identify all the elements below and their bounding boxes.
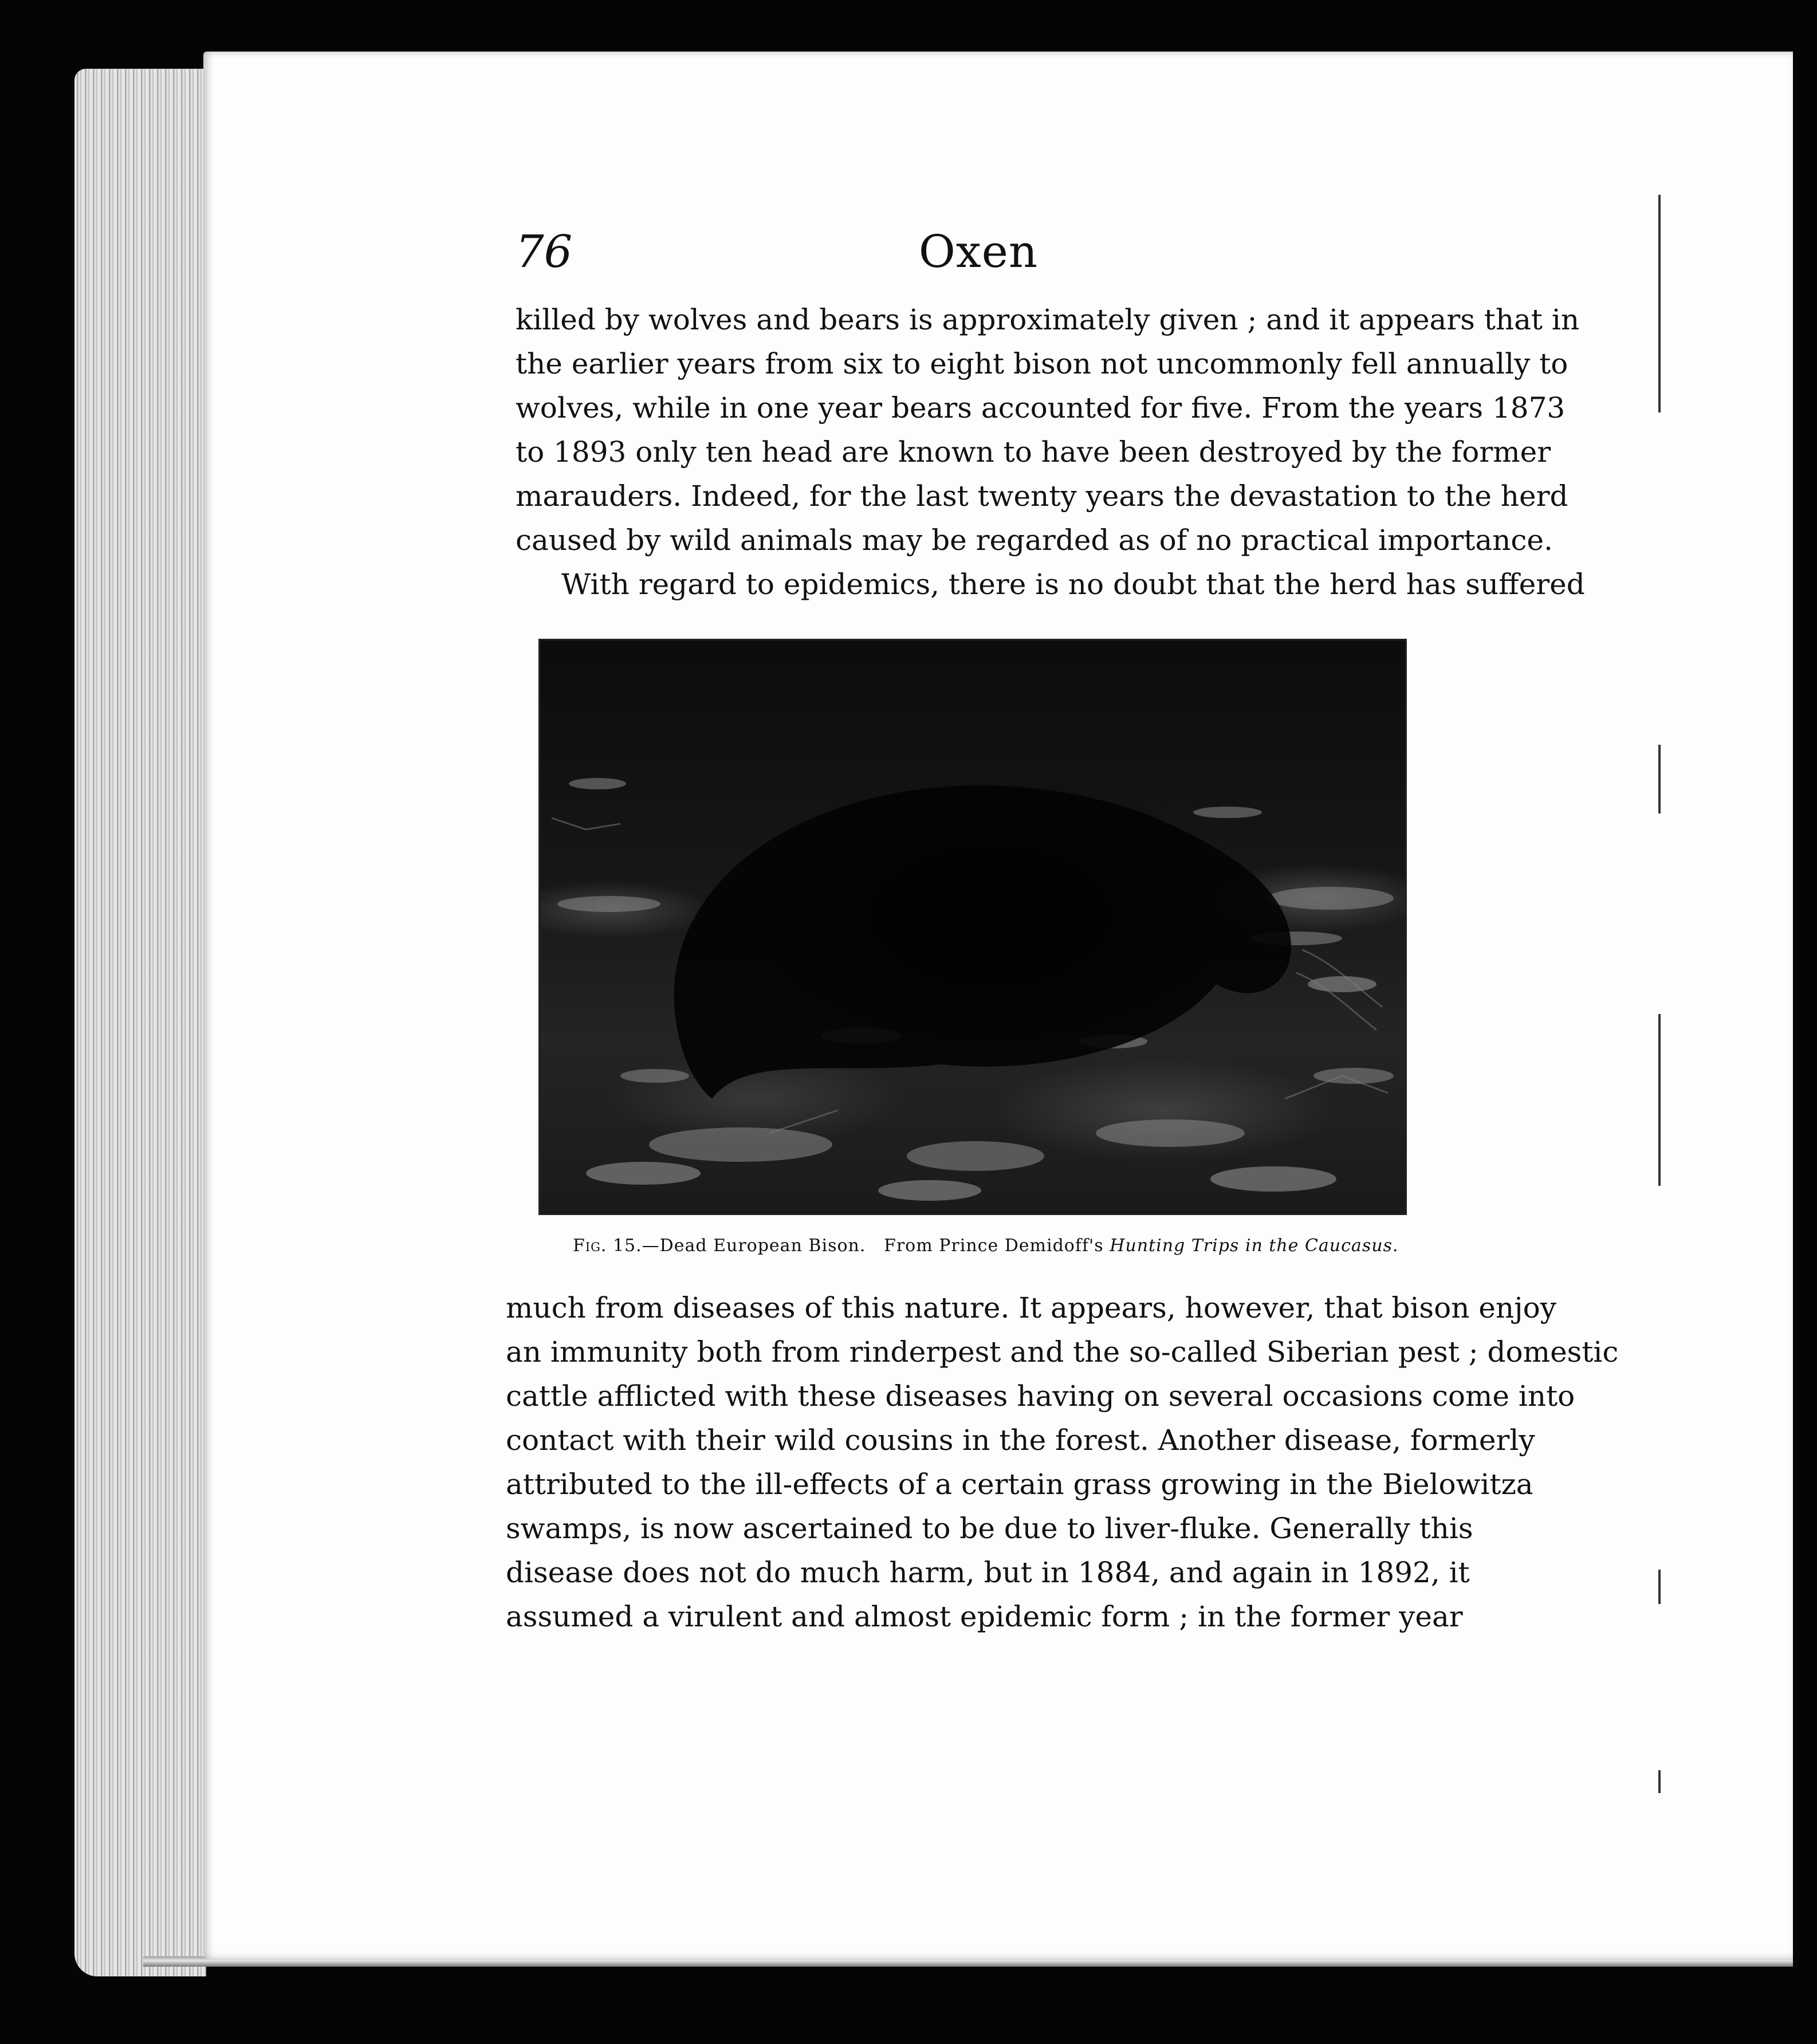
photo-texture bbox=[540, 640, 1405, 1213]
page-title: Oxen bbox=[918, 226, 1039, 278]
caption-text: —Dead European Bison. bbox=[642, 1236, 866, 1256]
running-head bbox=[516, 221, 1441, 284]
text-line: the earlier years from six to eight bison not uncommonly fell annually to bbox=[516, 347, 1568, 380]
caption-source: From Prince Demidoff's bbox=[884, 1236, 1104, 1256]
lower-paragraph-block bbox=[506, 1286, 1619, 1639]
page-number: 76 bbox=[516, 226, 573, 278]
scan-artifact-mark bbox=[1658, 195, 1661, 412]
dead-bison-photograph bbox=[538, 639, 1407, 1215]
text-line: swamps, is now ascertained to be due to liver-fluke. Generally this bbox=[506, 1512, 1473, 1545]
text-line: killed by wolves and bears is approximately given ; and it appears that in bbox=[516, 303, 1580, 336]
scan-artifact-mark bbox=[1658, 1570, 1661, 1604]
scan-artifact-mark bbox=[1658, 1014, 1661, 1186]
caption-book-title: Hunting Trips in the Caucasus. bbox=[1110, 1236, 1399, 1256]
scan-artifact-mark bbox=[1658, 1770, 1661, 1793]
text-line: attributed to the ill-effects of a certain grass growing in the Bielowitza bbox=[506, 1468, 1533, 1501]
text-line: caused by wild animals may be regarded as of no practical importance. bbox=[516, 524, 1553, 557]
text-line: disease does not do much harm, but in 1884, and again in 1892, it bbox=[506, 1556, 1470, 1589]
figure-caption bbox=[573, 1232, 1399, 1260]
caption-label: Fig. 15. bbox=[573, 1236, 642, 1256]
text-line: marauders. Indeed, for the last twenty years the devastation to the herd bbox=[516, 479, 1568, 513]
book-page-edges bbox=[74, 69, 206, 1976]
text-line: wolves, while in one year bears accounted for five. From the years 1873 bbox=[516, 391, 1566, 424]
text-line: cattle afflicted with these diseases having on several occasions come into bbox=[506, 1379, 1575, 1413]
text-line: much from diseases of this nature. It appears, however, that bison enjoy bbox=[506, 1291, 1556, 1324]
text-line: an immunity both from rinderpest and the so-called Siberian pest ; domestic bbox=[506, 1335, 1619, 1369]
upper-paragraph-block bbox=[516, 298, 1585, 607]
text-line: to 1893 only ten head are known to have been destroyed by the former bbox=[516, 435, 1551, 469]
text-line: assumed a virulent and almost epidemic form ; in the former year bbox=[506, 1600, 1463, 1633]
text-line: With regard to epidemics, there is no doubt that the herd has suffered bbox=[561, 568, 1585, 601]
text-line: contact with their wild cousins in the forest. Another disease, formerly bbox=[506, 1424, 1535, 1457]
scan-artifact-mark bbox=[1658, 745, 1661, 813]
